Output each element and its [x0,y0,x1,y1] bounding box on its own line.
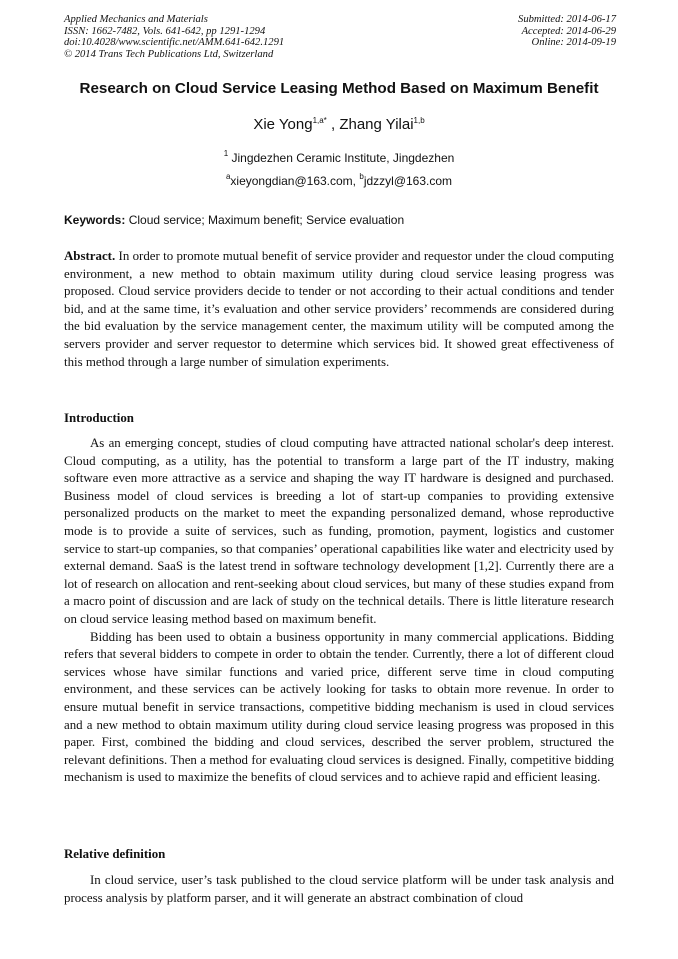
keywords-label: Keywords: [64,213,126,227]
journal-name: Applied Mechanics and Materials [64,14,208,25]
section-heading-relative-definition: Relative definition [64,847,166,861]
keywords-text: Cloud service; Maximum benefit; Service evaluation [125,213,405,227]
introduction-body [64,435,614,787]
relative-paragraph-1: In cloud service, user’s task published to the cloud service platform will be under task analysis and process analysis by platform parser, and it will generate an abstract combination of cloud [64,873,614,905]
author-1-name: Xie Yong [253,116,313,133]
date-accepted: Accepted: 2014-06-29 [521,25,616,37]
author-separator: , [326,116,340,133]
paper-title: Research on Cloud Service Leasing Method Based on Maximum Benefit [79,80,599,97]
email-b-sup: b [359,172,364,181]
intro-paragraph-1: As an emerging concept, studies of cloud computing have attracted national scholar's deep interest. Cloud computing, as a utility, has the potential to transform a large part of the IT industry, making software even more attractive as a service and shaping the way IT hardware is designed and purchased. Business model of cloud services is breeding a lot of start-up companies to providing extensive personalized products on the market to meet the expanding personalized demand, whose reproductive mode is to provide a suite of services, such as funding, promotion, payment, logistics and customer service to start-up companies, so that companies’ operational capabilities like water and electricity used by external demand. SaaS is the latest trend in software technology development [1,2]. Currently there are a lot of research on allocation and rent-seeking about cloud services, but many of these studies expand from a macro point of discussion and are lack of study on the technical details. There is little literature research on cloud service leasing method based on maximum benefit. [64,436,614,626]
abstract [64,248,614,371]
authors-line [0,116,678,133]
affiliation [0,151,678,165]
emails-line [0,174,678,188]
relative-definition-body [64,872,614,907]
date-online: Online: 2014-09-19 [531,37,616,49]
author-2-name: Zhang Yilai [339,116,414,133]
journal-info [64,14,284,60]
keywords [64,213,616,227]
journal-issn: ISSN: 1662-7482, Vols. 641-642, pp 1291-1294 [64,25,266,37]
email-a: xieyongdian@163.com, [230,174,360,188]
submission-dates [518,14,616,49]
affiliation-text: Jingdezhen Ceramic Institute, Jingdezhen [228,151,455,165]
date-submitted: Submitted: 2014-06-17 [518,14,616,25]
journal-doi: doi:10.4028/www.scientific.net/AMM.641-642.1291 [64,37,285,49]
affiliation-sup: 1 [223,149,229,158]
abstract-text: In order to promote mutual benefit of service provider and requestor under the cloud computing environment, a new method to obtain maximum utility during cloud service leasing progress was proposed. Cloud service providers decide to tender or not according to their actual conditions and tender bid, and at the same time, it’s evaluation and other service providers’ recommends are considered during the bid evaluation by the service management center, the maximum utility will be computed among the servers provider and server requestor to determine which services bid. It showed great effectiveness of this method through a large number of simulation experiments. [64,249,614,369]
abstract-label: Abstract. [64,249,116,263]
email-a-sup: a [225,172,231,181]
journal-copyright: © 2014 Trans Tech Publications Ltd, Switzerland [64,48,274,60]
intro-paragraph-2: Bidding has been used to obtain a business opportunity in many commercial applications. Bidding refers that several bidders to compete in order to obtain the tender. Currently, there a lot of different cloud services whose have similar functions and varied price, different serve time in cloud computing environment, and these services can be actively looking for tasks to obtain more revenue. In order to ensure mutual benefit in service transactions, competitive bidding mechanism is used in cloud services and a new method to obtain maximum utility during cloud service leasing progress was proposed in this paper. First, combined the bidding and cloud services, described the server problem, structured the relevant definitions. Then a method for evaluating cloud services is designed. Finally, competitive bidding mechanism is used to maximize the benefits of cloud services and to achieve rapid and efficient leasing. [64,629,614,785]
author-2-sup: 1,b [413,116,425,125]
email-b: jdzzyl@163.com [363,174,453,188]
section-heading-introduction: Introduction [64,411,134,425]
author-1-sup: 1,a* [312,116,327,125]
